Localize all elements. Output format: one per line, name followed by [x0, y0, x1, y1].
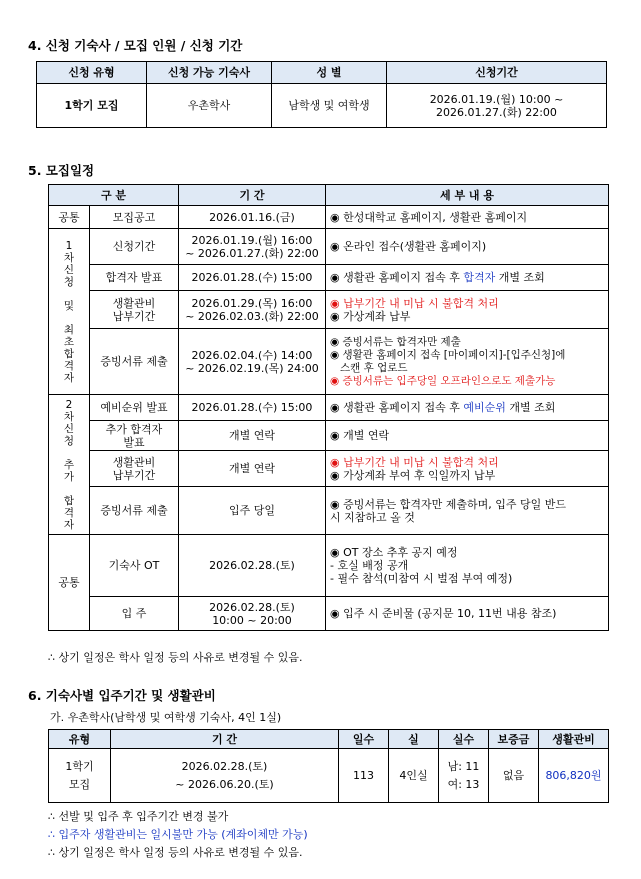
- cell-period: 입주 당일: [179, 487, 326, 535]
- detail-line: 시 지참하고 올 것: [330, 510, 415, 524]
- detail-line: ◉ 생활관 홈페이지 접속 [마이페이지]-[입주신청]에: [330, 348, 566, 361]
- header-type: 유형: [49, 730, 111, 749]
- cell-item: 입 주: [90, 597, 179, 631]
- header-type: 신청 유형: [37, 62, 147, 84]
- type-line: 1학기: [65, 759, 94, 773]
- period-line: 10:00 ~ 20:00: [212, 613, 292, 627]
- item-line: 발표: [123, 435, 145, 449]
- cell-detail: ◉ 입주 시 준비물 (공지문 10, 11번 내용 참조): [326, 597, 609, 631]
- item-line: 생활관비: [112, 296, 156, 310]
- cell-period: 2026.01.16.(금): [179, 206, 326, 229]
- cell-item: 신청기간: [90, 229, 179, 265]
- detail-line: 스캔 후 업로드: [330, 361, 408, 374]
- section-6-subtitle: 가. 우촌학사(남학생 및 여학생 기숙사, 4인 1실): [50, 711, 282, 724]
- detail-warning: ◉ 증빙서류는 입주당일 오프라인으로도 제출가능: [330, 374, 556, 387]
- cell-item: [90, 291, 179, 329]
- detail-line: - 필수 참석(미참여 시 벌점 부여 예정): [330, 572, 513, 585]
- cell-dorm: 우촌학사: [147, 84, 272, 128]
- header-gender: 성 별: [272, 62, 387, 84]
- fee-note: ∴ 상기 일정은 학사 일정 등의 사유로 변경될 수 있음.: [48, 846, 303, 859]
- cell-detail: ◉ 온라인 접수(생활관 홈페이지): [326, 229, 609, 265]
- period-line: ~ 2026.02.03.(화) 22:00: [185, 309, 319, 323]
- detail-text: ◉ 생활관 홈페이지 접속 후: [330, 271, 464, 284]
- period-line: 2026.02.04.(수) 14:00: [191, 348, 313, 362]
- cell-common: 공통: [49, 535, 90, 631]
- fee-note: ∴ 선발 및 입주 후 입주기간 변경 불가: [48, 810, 229, 823]
- cell-period: [179, 291, 326, 329]
- period-end: 2026.01.27.(화) 22:00: [436, 105, 557, 119]
- header-days: 일수: [339, 730, 389, 749]
- detail-line: - 호실 배정 공개: [330, 559, 409, 572]
- item-line: 생활관비: [112, 455, 156, 469]
- count-line: 남: 11: [447, 759, 480, 773]
- detail-line: ◉ OT 장소 추후 공지 예정: [330, 546, 458, 559]
- period-line: 2026.01.19.(월) 16:00: [191, 233, 313, 247]
- detail-line: ◉ 증빙서류는 합격자만 제출: [330, 335, 461, 348]
- cell-type: 1학기 모집: [37, 84, 147, 128]
- cell-gender: 남학생 및 여학생: [272, 84, 387, 128]
- cell-period: [179, 597, 326, 631]
- cell-detail: [326, 451, 609, 487]
- period-line: 2026.02.28.(토): [181, 759, 268, 773]
- cell-detail: [326, 329, 609, 395]
- fee-note: ∴ 입주자 생활관비는 일시불만 가능 (계좌이체만 가능): [48, 828, 308, 841]
- period-line: ~ 2026.01.27.(화) 22:00: [185, 246, 319, 260]
- cell-item: 기숙사 OT: [90, 535, 179, 597]
- cell-common: 공통: [49, 206, 90, 229]
- schedule-table: [48, 184, 609, 631]
- cell-item: [90, 421, 179, 451]
- cell-period: 개별 연락: [179, 421, 326, 451]
- header-period: 신청기간: [387, 62, 607, 84]
- detail-text: 개별 조회: [505, 401, 556, 414]
- cell-detail: [326, 535, 609, 597]
- cell-detail: [326, 265, 609, 291]
- count-line: 여: 13: [447, 777, 480, 791]
- header-period: 기 간: [179, 185, 326, 206]
- cell-days: 113: [339, 749, 389, 803]
- cell-item: 모집공고: [90, 206, 179, 229]
- detail-text: ◉ 생활관 홈페이지 접속 후: [330, 401, 464, 414]
- cell-item: [90, 451, 179, 487]
- detail-warning: ◉ 납부기간 내 미납 시 불합격 처리: [330, 455, 499, 469]
- schedule-note: ∴ 상기 일정은 학사 일정 등의 사유로 변경될 수 있음.: [48, 651, 303, 664]
- detail-line: ◉ 가상계좌 부여 후 익일까지 납부: [330, 468, 496, 482]
- cell-detail: [326, 291, 609, 329]
- cell-detail: ◉ 한성대학교 홈페이지, 생활관 홈페이지: [326, 206, 609, 229]
- group-first-round: 1 차 신 청 및 최 초 합 격 자: [49, 229, 90, 395]
- cell-period: 2026.02.28.(토): [179, 535, 326, 597]
- detail-line: ◉ 가상계좌 납부: [330, 309, 411, 323]
- type-line: 모집: [68, 777, 91, 791]
- cell-type: [49, 749, 111, 803]
- cell-detail: [326, 487, 609, 535]
- cell-item: 합격자 발표: [90, 265, 179, 291]
- period-line: ~ 2026.02.19.(목) 24:00: [185, 361, 319, 375]
- header-category: 구 분: [49, 185, 179, 206]
- cell-item: 증빙서류 제출: [90, 329, 179, 395]
- header-fee: 생활관비: [539, 730, 609, 749]
- cell-period: 개별 연락: [179, 451, 326, 487]
- cell-period: [111, 749, 339, 803]
- period-line: 2026.02.28.(토): [209, 600, 295, 614]
- header-period: 기 간: [111, 730, 339, 749]
- section-6-title: 6. 기숙사별 입주기간 및 생활관비: [28, 688, 216, 703]
- section-5-title: 5. 모집일정: [28, 163, 95, 178]
- cell-item: 예비순위 발표: [90, 395, 179, 421]
- header-detail: 세 부 내 용: [326, 185, 609, 206]
- period-line: ~ 2026.06.20.(토): [175, 777, 274, 791]
- fee-table: [48, 729, 609, 803]
- cell-room: 4인실: [389, 749, 439, 803]
- detail-line: ◉ 증빙서류는 합격자만 제출하며, 입주 당일 반드: [330, 497, 566, 511]
- cell-period: [387, 84, 607, 128]
- application-table: [36, 61, 607, 128]
- cell-detail: ◉ 개별 연락: [326, 421, 609, 451]
- cell-period: 2026.01.28.(수) 15:00: [179, 395, 326, 421]
- cell-detail: [326, 395, 609, 421]
- cell-item: 증빙서류 제출: [90, 487, 179, 535]
- cell-deposit: 없음: [489, 749, 539, 803]
- item-line: 추가 합격자: [105, 422, 163, 436]
- cell-period: [179, 229, 326, 265]
- detail-highlight: 합격자: [463, 271, 496, 284]
- cell-period: [179, 329, 326, 395]
- cell-room-count: [439, 749, 489, 803]
- item-line: 납부기간: [112, 309, 156, 323]
- cell-period: 2026.01.28.(수) 15:00: [179, 265, 326, 291]
- header-room: 실: [389, 730, 439, 749]
- period-start: 2026.01.19.(월) 10:00 ~: [429, 92, 564, 106]
- header-deposit: 보증금: [489, 730, 539, 749]
- header-room-count: 실수: [439, 730, 489, 749]
- period-line: 2026.01.29.(목) 16:00: [191, 296, 313, 310]
- detail-warning: ◉ 납부기간 내 미납 시 불합격 처리: [330, 296, 499, 310]
- section-4-title: 4. 신청 기숙사 / 모집 인원 / 신청 기간: [28, 38, 243, 53]
- item-line: 납부기간: [112, 468, 156, 482]
- detail-text: 개별 조회: [495, 271, 545, 284]
- header-dorm: 신청 가능 기숙사: [147, 62, 272, 84]
- detail-highlight: 예비순위: [463, 401, 506, 414]
- group-second-round: 2 차 신 청 추 가 합 격 자: [49, 395, 90, 535]
- cell-fee: 806,820원: [539, 749, 609, 803]
